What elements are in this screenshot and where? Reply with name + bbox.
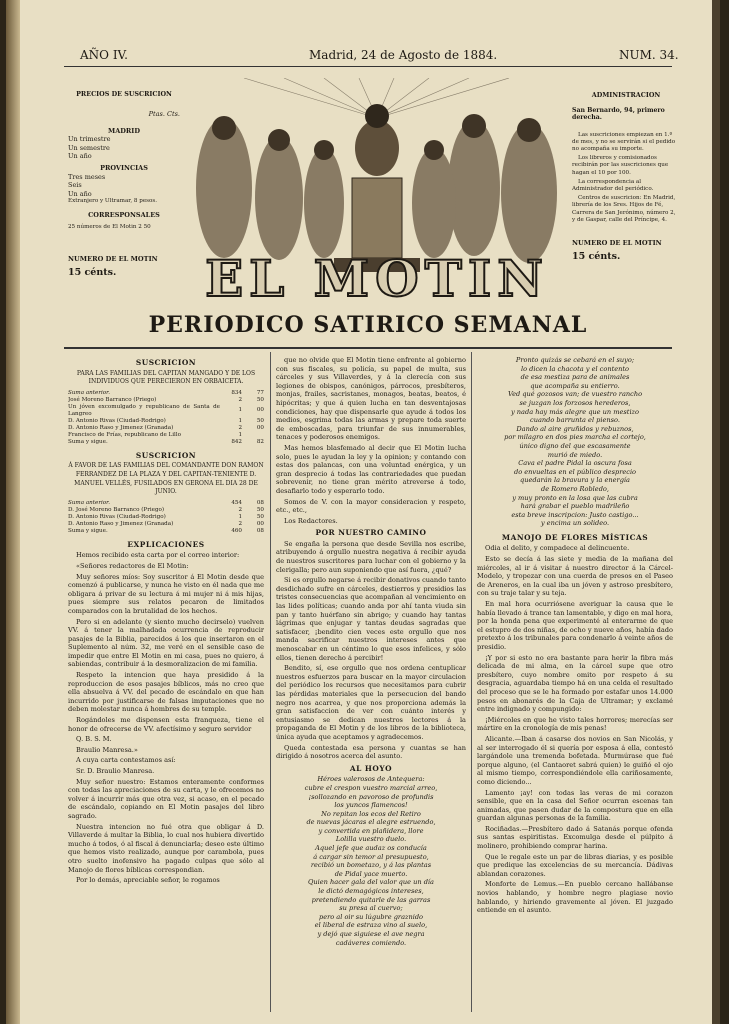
manojo-paragraph: Alicante.—Iban á casarse dos novios en San Nicolás, y al ser interrogado él si quería por esposa á ella, contestó largándole una tremenda bofetada. Murmúrase que fué porque alguno, (el Cantaoret sabrá quien) le guiñó el ojo al mismo tiempo, correspondiéndole ella cariñosamente, como diciendo... [477, 734, 673, 786]
manojo-paragraph: Lamento ¡ay! con todas las veras de mi corazon sensible, que en la casa del Señor ocurran escenas tan animadas, que pasen dudar de la compostura que en ella guardan algunas personas de la familia. [477, 788, 673, 823]
suscricion2-table [68, 500, 264, 535]
poem-line: do envueltas en el público desprecio [513, 467, 637, 476]
title-rule [64, 347, 672, 349]
row-amount [242, 432, 264, 439]
explicaciones-paragraph: Muy señores míos: Soy suscritor á El Motin desde que comenzó á publicarse, y nunca he visto en él nada que me obligara á privar de su lectura á mi mujer ni á mis hijas, pues siempre sus relatos pecaron de limitados comparados con la brutalidad de los hechos. [68, 572, 264, 615]
camino-paragraph: Queda contestada esa persona y cuantas se han dirigido á nosotros acerca del asunto. [276, 743, 466, 761]
row-label: Francisco de Frías, republicano de Lillo [68, 431, 182, 438]
column-rule [471, 352, 472, 1012]
row-amount: 50 [256, 506, 264, 513]
row-amount: 00 [256, 407, 264, 414]
row-amount: 454 [231, 499, 242, 506]
provincias-row: Tres meses [68, 172, 106, 181]
subscription-prices [68, 90, 180, 278]
poem-line: y dejó que siguiese el ave negra [317, 930, 425, 938]
column-2-paragraph: Los Redactores. [284, 516, 338, 525]
issue-number: NUM. 34. [619, 48, 679, 62]
provincias-title: PROVINCIAS [100, 164, 148, 173]
camino-paragraph: Bendito, sí, ese orgullo que nos ordena centuplicar nuestros esfuerzos para buscar en la mayor circulacion del periódico los recursos que necesitamos para cubrir las pérdidas materiales que la persecucion del bando negro nos acarrea, y que nos proporciona además la gran satisfaccion de ver con cuánto interés y entusiasmo se dedican nuestros lectores á la propaganda de El Motin y de los libros de la biblioteca, única ayuda que aceptamos y agradecemos. [276, 664, 466, 741]
row-label: Suma anterior. [68, 499, 111, 506]
row-label: Un jóven excomulgado y republicano de Santa de Langreo [68, 403, 220, 417]
table-row [68, 514, 264, 521]
madrid-row: Un trimestre [68, 135, 111, 144]
poem-line: de Romero Robledo, [541, 484, 609, 493]
explicaciones-paragraph: Pero si en adelante (y siento mucho decirselo) vuelven VV. á tener la malhadada ocurrencia de reproducir pasajes de la Biblia, parecidos á los que insertaron en el Suplemento al núm. 32, me veré en el sensible caso de impedir que entre El Motin en mi casa, pues no quiero, á sabiendas, contribuir á la desmoralizacion de mi familia. [68, 617, 264, 669]
admin-note: Los libreros y comisionados recibirán por las suscriciones que hagan el 10 por 100. [572, 155, 669, 176]
manojo-paragraph: ¡Y por si esto no era bastante para herir la fibra más delicada de mi alma, en la cárcel supe que otro presbítero, cuyo nombre omito por respeto á su desgracia, aguardaba tiempo há en una celda el resultado del proceso que se le ha formado por estafar unos 14.000 pesos en abonarés de la Caja de Ultramar; y exclamé entre indignado y compungido: [477, 653, 673, 714]
hoyo-title: AL HOYO [349, 763, 393, 773]
left-number-price: 15 cénts. [68, 267, 117, 279]
masthead-title: EL MOTIN [205, 249, 549, 308]
table-row [68, 521, 264, 528]
row-amount: 50 [256, 396, 264, 403]
poem-line: y convertida en plañidera, llore [318, 826, 424, 835]
column-2-body [276, 356, 466, 525]
poem-line: Cava el padre Pidal la oscura fosa [518, 459, 632, 468]
table-row [68, 397, 264, 404]
table-row [68, 439, 264, 446]
column-2-paragraph: Somos de V. con la mayor consideracion y respeto, etc., etc., [276, 497, 466, 515]
table-row [68, 507, 264, 514]
table-row [68, 425, 264, 432]
provincias-row: Extranjero y Ultramar, 8 pesos. [68, 198, 158, 205]
poem-line: Pronto quizás se cebará en el suyo; [515, 356, 635, 364]
row-amount: 2 [238, 396, 242, 403]
camino-paragraph: Si es orgullo negarse á recibir donativos cuando tanto desdichado sufre en cárceles, destierros y presidios las tristes consecuencias que acompañan al vencimiento en las lides políticas; cuando anda por ahí tanta viuda sin pan y tanto huérfano sin abrigo; y cuando hay tantas lágrimas que enjugar y tantas deudas sagradas que satisfacer, ¡bendito cien veces este orgullo que nos manda sacrificar nuestros intereses antes que menoscabar en un céntimo lo que esos infelices, y sólo ellos, tienen derecho á percibir! [276, 576, 466, 662]
left-number-label: NUMERO DE EL MOTIN [68, 254, 158, 263]
row-label: Suma y sigue. [68, 438, 108, 445]
poem-line: Ved qué gozosos van; de vuestro rancho [507, 390, 643, 399]
prices-title: PRECIOS DE SUSCRICION [76, 90, 172, 98]
masthead-illustration [184, 78, 570, 308]
prices-columns: Ptas. Cts. [148, 110, 180, 119]
row-amount: 08 [256, 527, 264, 534]
explicaciones-title: EXPLICACIONES [127, 539, 205, 549]
poem-line: esta breve inscripcion: Justo castigo... [511, 510, 639, 519]
explicaciones-paragraph: Braulio Manresa.» [76, 745, 138, 754]
explicaciones-paragraph: Nuestra intencion no fué otra que obligar á D. Villaverde á multar la Biblia, lo cual nos hubiera divertido mucho á todos, ó al fiscal á denunciarla; deseo este último que hemos visto realizado, aunque por carambola, pues otro suelto inofensivo ha pagado culpas que sólo al Manojo de flores bíblicas correspondian. [68, 822, 264, 874]
poem-line: el liberal de estraza vino al suelo, [314, 921, 428, 930]
explicaciones-paragraph: Q. B. S. M. [76, 735, 112, 744]
column-3 [477, 356, 673, 1014]
provincias-row: Seis [68, 181, 82, 190]
corresponsales-title: CORRESPONSALES [88, 211, 160, 220]
suscricion1-table [68, 390, 264, 446]
column-2-paragraph: que no olvide que El Motin tiene enfrente al gobierno con sus fiscales, su policía, su papel de multa, sus cárceles y sus Villaverdes, y á la clerecía con sus legiones de obispos, canónigos, párrocos, presbíteros, monjas, frailes, sacristanes, monagos, beatas, beatos, é hipócritas; y que á quien lucha en tan desventajosas condiciones, hay que dispensarle que ayude á todos los medios, esgrima todas las armas y prepare toda suerte de emboscadas, para triunfar de sus innumerables, tenaces y poderosos enemigos. [276, 356, 466, 442]
explicaciones-paragraph: Respeto la intencion que haya presidido á la reproduccion de esos pasajes bíblicos, más no creo que ella absuelva á VV. del pecado de escándalo en que han incurrido por justificarse de falsas imputaciones que no deben molestar nunca á hombres de su temple. [68, 671, 264, 714]
row-amount: 460 [231, 527, 242, 534]
row-amount: 77 [256, 389, 264, 396]
poem-line: y muy pronto en la losa que las cubra [512, 493, 638, 502]
explicaciones-paragraph: A cuya carta contestamos así: [76, 756, 176, 765]
admin-note: La correspondencia al Administrador del periódico. [572, 178, 654, 193]
hoyo-poem [276, 775, 466, 947]
row-amount: 50 [256, 417, 264, 424]
poem-line: cadáveres comiendo. [335, 938, 407, 947]
camino-body [276, 540, 466, 761]
madrid-row: Un semestre [68, 143, 110, 152]
explicaciones-paragraph: Hemos recibido esta carta por el correo interior: [76, 551, 240, 560]
manojo-paragraph: Monforte de Lemus.—En pueblo cercano hallábanse novios hablando, y hombre negro plagiase novio hablando, y hiriendo gravemente al jóven. El juzgado entiende en el asunto. [477, 880, 673, 915]
provincias-row: Un año [68, 189, 92, 198]
poem-line: único digno del que escasamente [519, 441, 631, 450]
poem-line: y nada hay más alegre que un mestizo [510, 407, 640, 416]
column-rule [270, 352, 271, 1012]
camino-title: POR NUESTRO CAMINO [315, 528, 427, 538]
poem-line: y encima un solideo. [540, 519, 610, 528]
header-rule [64, 66, 672, 67]
row-amount: 50 [256, 513, 264, 520]
row-amount: 842 [231, 438, 242, 445]
poem-line: de esa mestiza para de animales [520, 373, 630, 382]
explicaciones-paragraph: Sr. D. Braulio Manresa. [76, 767, 155, 775]
poem-line: Dando al aire gruñidos y rebuznos, [516, 424, 634, 433]
poem-line: cuando barrunta el pienso. [530, 416, 620, 425]
madrid-row: Un año [68, 152, 92, 161]
poem-line: Lolilla vuestro duelo. [335, 835, 407, 844]
poem-line: Aquel jefe que audaz os conducía [315, 844, 427, 853]
poem-line: pretendiendo quitarle de las garras [311, 895, 431, 904]
row-amount: 1 [238, 407, 242, 414]
poem-line: No repitan los ecos del Retiro [321, 809, 421, 818]
row-label: D. José Moreno Barranco (Priego) [68, 506, 165, 513]
table-row [68, 500, 264, 507]
poem-line: su presa al cuervo; [339, 904, 403, 913]
manojo-paragraph: ¡Miércoles en que he visto tales horrores; merecías ser mártire en la cronología de mis penas! [477, 715, 673, 733]
newspaper-page [6, 0, 720, 1024]
table-row [68, 528, 264, 535]
row-label: Suma y sigue. [68, 527, 108, 534]
column-2 [276, 356, 466, 1014]
row-label: D. Antonio Raso y Jimenez (Granada) [68, 520, 174, 527]
row-amount: 1 [238, 513, 242, 520]
explicaciones-paragraph: Rogándoles me dispensen esta franqueza, tiene el honor de ofrecerse de VV. afectísimo y seguro servidor [68, 716, 264, 733]
row-amount: 1 [238, 417, 242, 424]
manojo-paragraph: En mal hora ocurriósene averiguar la causa que le había llevado á trance tan lamentable, y digo en mal hora, por la honda pena que experimenté al enterarme de que el estupro de dos niñas, de ocho y nueve años, había dado pretexto á los tribunales para condenarlo á veinte años de presidio. [477, 600, 673, 651]
manojo-paragraph: Que le regale este un par de libras diarias, y es posible que predique las excelencias de su mercancía. Dádivas ablandan corazones. [477, 852, 673, 878]
admin-address: San Bernardo, 94, primero derecha. [572, 107, 665, 122]
row-amount: 82 [256, 438, 264, 445]
row-label: José Moreno Barranco (Priego) [68, 396, 157, 403]
poem-line: de Pidal yace muerto. [334, 869, 408, 878]
suscricion2-title: SUSCRICION [135, 450, 197, 460]
corresponsales-text: 25 números de El Motin 2 50 [68, 223, 151, 230]
column-1 [68, 356, 264, 1014]
row-label: D. Antonio Rivas (Ciudad-Rodrigo) [68, 417, 166, 424]
column-2-paragraph: Mas hemos blasfemado al decir que El Motin lucha solo, pues le ayudan la ley y la opinion; y contando con estas dos palancas, con una voluntad enérgica, y un gran desprecio á todas las contrariedades que puedan sobrevenir, no tiene gran mérito atreverse á todo, desafiarlo todo y esperarlo todo. [276, 443, 466, 495]
row-amount: 00 [256, 424, 264, 431]
poem-line: Quien hacer gala del valor que un día [308, 878, 434, 887]
row-label: Suma anterior. [68, 389, 111, 396]
camino-paragraph: Se engaña la persona que desde Sevilla nos escribe, atribuyendo á orgullo nuestra negativa á recibir ayuda de nuestros suscritores para luchar con el gobierno y la clerigalla; pero aun suponiendo que así fuera, ¿qué? [276, 539, 466, 574]
table-row [68, 404, 264, 418]
hoyo-poem-cont [477, 356, 673, 528]
explicaciones-paragraph: Muy señor nuestro: Estamos enteramente conformes con todas las apreciaciones de su carta, y le ofrecemos no volver á incurrir más que otra vez, si acaso, en el pecado de escándalo, copiando en El Motin pasajes del libro sagrado. [68, 777, 264, 820]
poem-line: los yuncos flamencos! [334, 801, 408, 810]
admin-note: Centros de suscricion: En Madrid, librería de los Sres. Hijos de Fé, Carrera de San Jerónimo, número 2, y de Gaspar, calle del Príncipe, 4. [572, 195, 676, 223]
issue-year: AÑO IV. [80, 48, 128, 62]
row-amount: 00 [256, 520, 264, 527]
right-number-label: NUMERO DE EL MOTIN [572, 239, 662, 248]
poem-line: Héroes valerosos de Antequera: [317, 775, 425, 784]
explicaciones-paragraph: Por lo demás, apreciable señor, le rogamos [76, 876, 220, 885]
administration-box [572, 91, 680, 263]
manojo-title: MANOJO DE FLORES MÍSTICAS [501, 532, 649, 542]
table-row [68, 432, 264, 439]
row-label: D. Antonio Rivas (Ciudad-Rodrigo) [68, 513, 166, 520]
newspaper-subtitle: PERIODICO SATIRICO SEMANAL [148, 312, 588, 338]
poem-line: recibió un bometazo, y á las plantas [310, 861, 432, 870]
poem-line: murió de miedo. [547, 450, 603, 459]
row-amount: 2 [238, 520, 242, 527]
place-date: Madrid, 24 de Agosto de 1884. [309, 48, 498, 62]
manojo-paragraph: Rociñadas.—Presbítero dado á Satanás porque ofenda sus santas espiritistas. Excomulga desde el púlpito á molinero, prohibiendo comprar harina. [477, 824, 673, 851]
page-edge [712, 0, 720, 1024]
table-row [68, 418, 264, 425]
madrid-title: MADRID [108, 126, 140, 135]
row-label: D. Antonio Raso y Jimenez (Granada) [68, 424, 174, 431]
row-amount: 2 [238, 424, 242, 431]
suscricion1-title: SUSCRICION [135, 358, 197, 367]
right-number-price: 15 cénts. [572, 251, 621, 263]
manojo-body [477, 544, 673, 914]
row-amount: 1 [238, 431, 242, 438]
manojo-paragraph: Odia el delito, y compadece al delincuente. [485, 544, 630, 553]
row-amount: 08 [256, 499, 264, 506]
poem-line: que acompaña su entierro. [530, 381, 620, 390]
poem-line: le dictó demagógicos intereses, [318, 887, 424, 896]
admin-title: ADMINISTRACION [591, 91, 661, 99]
poem-line: de nuevas jácaras el alegre estruendo, [306, 818, 436, 827]
admin-note: Las suscriciones empiezan en 1.º de mes, y no se servirán si el pedido no acompaña su importe. [572, 131, 676, 153]
explicaciones-paragraph: «Señores redactores de El Motin: [76, 561, 189, 570]
poem-line: hará grabar el pueblo madrileño [520, 502, 630, 511]
suscricion2-subtitle: Á FAVOR DE LAS FAMILIAS DEL COMANDANTE DON RAMON FERRANDEZ DE LA PLAZA Y DEL CAPITAN-TENIENTE D. MANUEL VELLÉS, FUSILADOS EN GERONA EL DIA 28 DE JUNIO. [68, 462, 264, 496]
poem-line: cubre el crespon vuestro marcial arreo, [304, 783, 438, 792]
row-amount: 2 [238, 506, 242, 513]
row-amount: 834 [231, 389, 242, 396]
poem-line: por milagro en dos pies marcha el cortejo, [504, 433, 646, 442]
poem-line: ¡sollozando en pavoroso de profundis [308, 792, 434, 801]
poem-line: quedarán la bravura y la energía [520, 476, 630, 485]
manojo-paragraph: Esto se decía á las siete y media de la mañana del miércoles, al ir á visitar á nuestro director á la Cárcel-Modelo, y tropezar con una cuerda de presos en el Paseo de Areneros, en la cual iba un jóven y astroso presbítero, con su traje talar y su teja. [477, 555, 673, 598]
suscricion1-subtitle: PARA LAS FAMILIAS DEL CAPITAN MANGADO Y DE LOS INDIVIDUOS QUE PERECIERON EN ORBAICETA. [76, 369, 256, 386]
poem-line: se juzgan los forzosos herederos, [519, 398, 631, 407]
poem-line: á cargar sin temor al presupuesto, [313, 852, 429, 861]
binding-spine [6, 0, 20, 1024]
poem-line: pero al oir su lúgubre graznido [318, 912, 424, 921]
explicaciones-body [68, 551, 264, 884]
table-row [68, 390, 264, 397]
poem-line: lo dicen la chacota y el contento [520, 364, 630, 373]
